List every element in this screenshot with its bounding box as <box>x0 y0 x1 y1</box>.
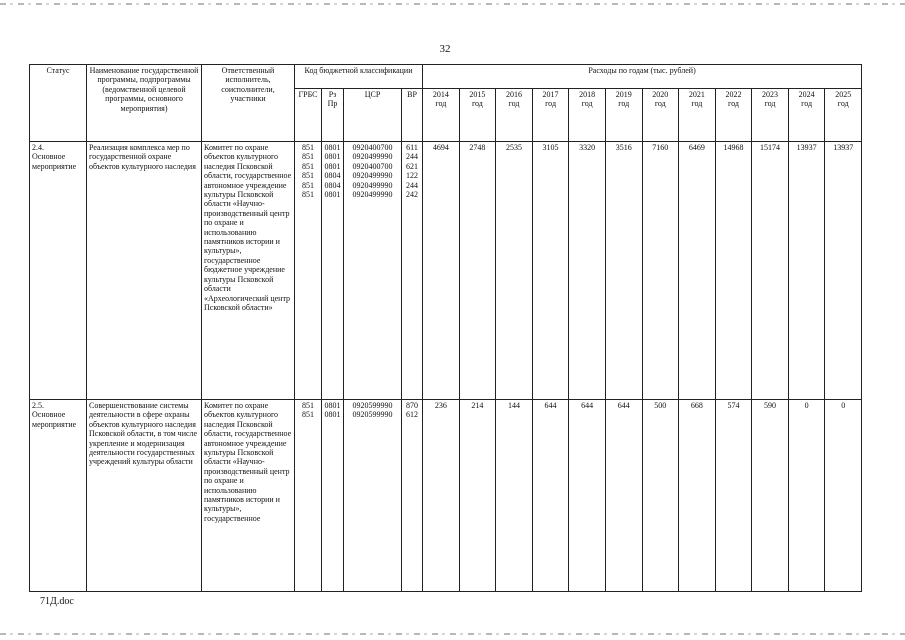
status-number: 2.4. <box>32 143 44 152</box>
status-number: 2.5. <box>32 401 44 410</box>
expense-value: 3320 <box>569 142 606 400</box>
expense-value: 574 <box>715 400 752 592</box>
expense-value: 2535 <box>496 142 533 400</box>
executor-cell <box>202 400 295 592</box>
status-cell <box>30 142 87 400</box>
header-budget-code: Код бюджетной классификации <box>295 65 423 89</box>
expense-value: 668 <box>679 400 716 592</box>
expense-value: 3516 <box>605 142 642 400</box>
expense-value: 590 <box>752 400 789 592</box>
expense-value: 644 <box>569 400 606 592</box>
header-year: 2016 год <box>496 89 533 142</box>
expense-value: 7160 <box>642 142 679 400</box>
expense-value: 236 <box>423 400 460 592</box>
header-year: 2015 год <box>459 89 496 142</box>
expense-value: 13937 <box>788 142 825 400</box>
header-rz: Рз <box>328 90 337 99</box>
status-cell <box>30 400 87 592</box>
expense-value: 500 <box>642 400 679 592</box>
expense-value: 6469 <box>679 142 716 400</box>
measure-name: Совершенствование системы деятельности в сфере охраны объектов культурного наследия Псковской области, в том числе укрепление и модернизация деятельности государственных учреждений культуры области <box>87 400 202 592</box>
expense-value: 214 <box>459 400 496 592</box>
csr-cell: 0920400700 0920499990 0920400700 0920499990 0920499990 0920499990 <box>344 142 402 400</box>
status-type: Основное мероприятие <box>32 410 77 429</box>
expense-value: 644 <box>605 400 642 592</box>
header-year: 2023 год <box>752 89 789 142</box>
header-year: 2018 год <box>569 89 606 142</box>
header-row-top <box>30 65 862 89</box>
measure-name: Реализация комплекса мер по государственной охране объектов культурного наследия <box>87 142 202 400</box>
rzpr-cell: 0801 0801 <box>322 400 344 592</box>
executor-text: Комитет по охране объектов культурного наследия Псковской области, государственное автономное учреждение культуры Псковской области «Научно-производственный центр по охране и использованию памятников истории и культуры», государственное бюджетное учреждение культуры Псковской области «Археологический центр Псковской области» <box>204 143 292 312</box>
header-rzpr <box>322 89 344 142</box>
header-csr: ЦСР <box>344 89 402 142</box>
footer-filename: 71Д.doc <box>40 596 74 607</box>
rzpr-cell: 0801 0801 0801 0804 0804 0801 <box>322 142 344 400</box>
expense-value: 13937 <box>825 142 862 400</box>
header-vr: ВР <box>402 89 423 142</box>
header-year: 2024 год <box>788 89 825 142</box>
header-year: 2014 год <box>423 89 460 142</box>
expense-value: 0 <box>788 400 825 592</box>
csr-cell: 0920599990 0920599990 <box>344 400 402 592</box>
header-year: 2019 год <box>605 89 642 142</box>
expense-value: 2748 <box>459 142 496 400</box>
executor-text: Комитет по охране объектов культурного наследия Псковской области, государственное автономное учреждение культуры Псковской области «Научно-производственный центр по охране и использованию памятников истории и культуры», государственное <box>204 401 292 523</box>
header-year: 2022 год <box>715 89 752 142</box>
header-year: 2025 год <box>825 89 862 142</box>
header-year: 2021 год <box>679 89 716 142</box>
expense-value: 644 <box>532 400 569 592</box>
expense-value: 144 <box>496 400 533 592</box>
vr-cell: 611 244 621 122 244 242 <box>402 142 423 400</box>
header-year: 2020 год <box>642 89 679 142</box>
header-executor: Ответственный исполнитель, соисполнители, участники <box>202 65 295 142</box>
scan-edge-top <box>0 3 905 5</box>
header-year: 2017 год <box>532 89 569 142</box>
grbs-cell: 851 851 <box>295 400 322 592</box>
header-expenses: Расходы по годам (тыс. рублей) <box>423 65 862 89</box>
scan-edge-bottom <box>0 633 905 635</box>
vr-cell: 870 612 <box>402 400 423 592</box>
executor-cell <box>202 142 295 400</box>
header-grbs: ГРБС <box>295 89 322 142</box>
header-status: Статус <box>30 65 87 142</box>
header-pr: Пр <box>327 99 338 109</box>
expense-value: 14968 <box>715 142 752 400</box>
page-number: 32 <box>439 43 451 55</box>
expense-value: 3105 <box>532 142 569 400</box>
expense-value: 0 <box>825 400 862 592</box>
expense-value: 15174 <box>752 142 789 400</box>
grbs-cell: 851 851 851 851 851 851 <box>295 142 322 400</box>
expense-value: 4694 <box>423 142 460 400</box>
table-row <box>30 142 862 400</box>
budget-table <box>29 64 862 592</box>
header-name: Наименование государственной программы, подпрограммы (ведомственной целевой программы, основного мероприятия) <box>87 65 202 142</box>
status-type: Основное мероприятие <box>32 152 77 171</box>
table-row <box>30 400 862 592</box>
